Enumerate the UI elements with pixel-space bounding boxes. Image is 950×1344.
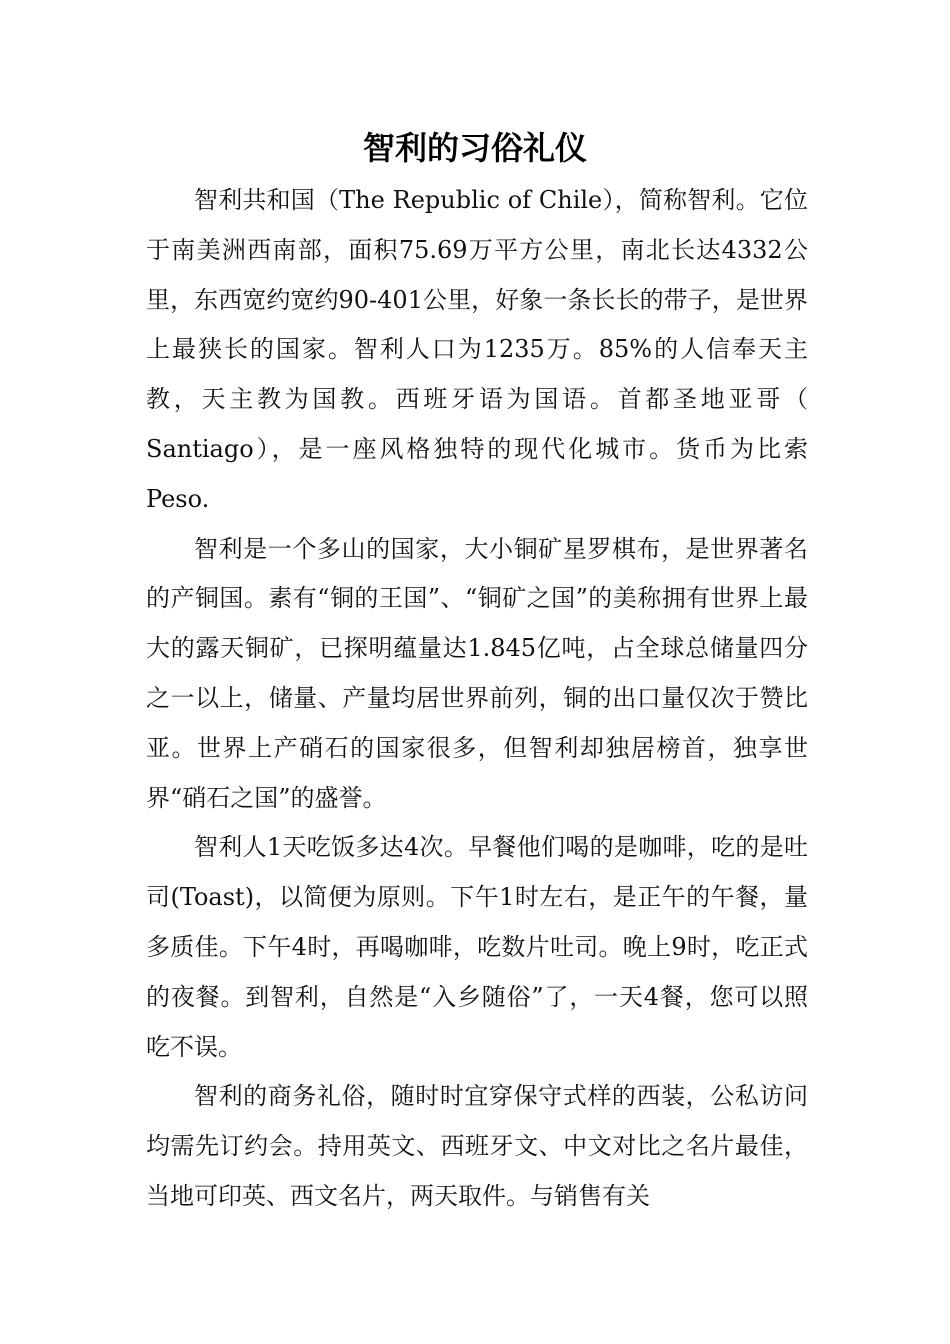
document-body xyxy=(146,176,808,1222)
document-title: 智利的习俗礼仪 xyxy=(362,129,587,167)
paragraph-meals: 智利人1天吃饭多达4次。早餐他们喝的是咖啡，吃的是吐司(Toast)，以简便为原则。下午1时左右，是正午的午餐，量多质佳。下午4时，再喝咖啡，吃数片吐司。晚上9时，吃正式的夜餐。到智利，自然是“入乡随俗”了，一天4餐，您可以照吃不误。 xyxy=(146,833,808,1061)
paragraph-copper: 智利是一个多山的国家，大小铜矿星罗棋布，是世界著名的产铜国。素有“铜的王国”、“铜矿之国”的美称拥有世界上最大的露天铜矿，已探明蕴量达1.845亿吨，占全球总储量四分之一以上，储量、产量均居世界前列，铜的出口量仅次于赞比亚。世界上产硝石的国家很多，但智利却独居榜首，独享世界“硝石之国”的盛誉。 xyxy=(146,534,808,812)
paragraph-business: 智利的商务礼俗，随时时宜穿保守式样的西装，公私访问均需先订约会。持用英文、西班牙文、中文对比之名片最佳，当地可印英、西文名片，两天取件。与销售有关 xyxy=(146,1082,808,1210)
paragraph-intro: 智利共和国（The Republic of Chile），简称智利。它位于南美洲西南部，面积75.69万平方公里，南北长达4332公里，东西宽约宽约90-401公里，好象一条长长的带子，是世界上最狭长的国家。智利人口为1235万。85%的人信奉天主教，天主教为国教。西班牙语为国语。首都圣地亚哥（ Santiago），是一座风格独特的现代化城市。货币为比索Peso. xyxy=(146,186,808,513)
